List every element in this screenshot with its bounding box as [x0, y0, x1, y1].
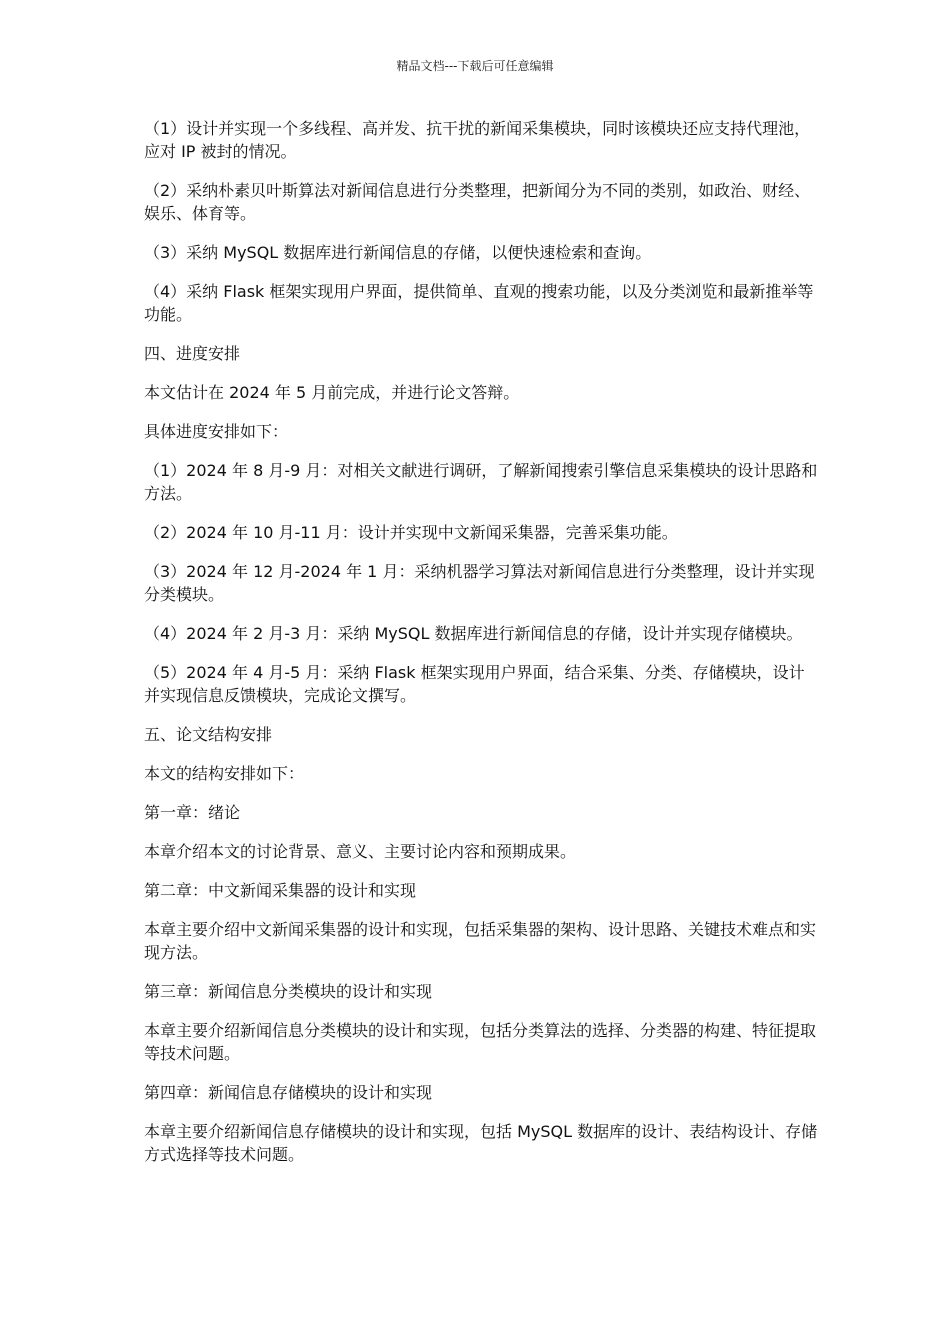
schedule-item-4: （4）2024 年 2 月-3 月：采纳 MySQL 数据库进行新闻信息的存储，设计并实现存储模块。 [144, 624, 803, 643]
schedule-item-3: （3）2024 年 12 月-2024 年 1 月：采纳机器学习算法对新闻信息进行分类整理，设计并实现分类模块。 [144, 562, 815, 604]
schedule-item-1: （1）2024 年 8 月-9 月：对相关文献进行调研，了解新闻搜索引擎信息采集模块的设计思路和方法。 [144, 461, 818, 503]
requirement-item-3: （3）采纳 MySQL 数据库进行新闻信息的存储，以便快速检索和查询。 [144, 243, 652, 262]
section-heading-structure: 五、论文结构安排 [144, 725, 273, 744]
schedule-intro: 本文估计在 2024 年 5 月前完成，并进行论文答辩。 [144, 383, 520, 402]
schedule-item-5: （5）2024 年 4 月-5 月：采纳 Flask 框架实现用户界面，结合采集、分类、存储模块，设计并实现信息反馈模块，完成论文撰写。 [144, 663, 805, 705]
chapter-1-title: 第一章：绪论 [144, 803, 241, 822]
chapter-3-title: 第三章：新闻信息分类模块的设计和实现 [144, 982, 433, 1001]
section-heading-schedule: 四、进度安排 [144, 344, 241, 363]
page-header: 精品文档---下载后可任意编辑 [396, 59, 554, 73]
chapter-4-title: 第四章：新闻信息存储模块的设计和实现 [144, 1083, 433, 1102]
chapter-1-desc: 本章介绍本文的讨论背景、意义、主要讨论内容和预期成果。 [144, 842, 577, 861]
requirement-item-2: （2）采纳朴素贝叶斯算法对新闻信息进行分类整理，把新闻分为不同的类别，如政治、财经、娱乐、体育等。 [144, 181, 811, 223]
chapter-3-desc: 本章主要介绍新闻信息分类模块的设计和实现，包括分类算法的选择、分类器的构建、特征提取等技术问题。 [144, 1021, 817, 1063]
document-body [144, 117, 820, 1182]
schedule-item-2: （2）2024 年 10 月-11 月：设计并实现中文新闻采集器，完善采集功能。 [144, 523, 678, 542]
structure-intro: 本文的结构安排如下： [144, 764, 305, 783]
chapter-2-title: 第二章：中文新闻采集器的设计和实现 [144, 881, 417, 900]
requirement-item-4: （4）采纳 Flask 框架实现用户界面，提供简单、直观的搜索功能，以及分类浏览和最新推举等功能。 [144, 282, 814, 324]
chapter-2-desc: 本章主要介绍中文新闻采集器的设计和实现，包括采集器的架构、设计思路、关键技术难点和实现方法。 [144, 920, 817, 962]
schedule-lead: 具体进度安排如下： [144, 422, 289, 441]
requirement-item-1: （1）设计并实现一个多线程、高并发、抗干扰的新闻采集模块，同时该模块还应支持代理池，应对 IP 被封的情况。 [144, 119, 811, 161]
chapter-4-desc: 本章主要介绍新闻信息存储模块的设计和实现，包括 MySQL 数据库的设计、表结构设计、存储方式选择等技术问题。 [144, 1122, 818, 1164]
